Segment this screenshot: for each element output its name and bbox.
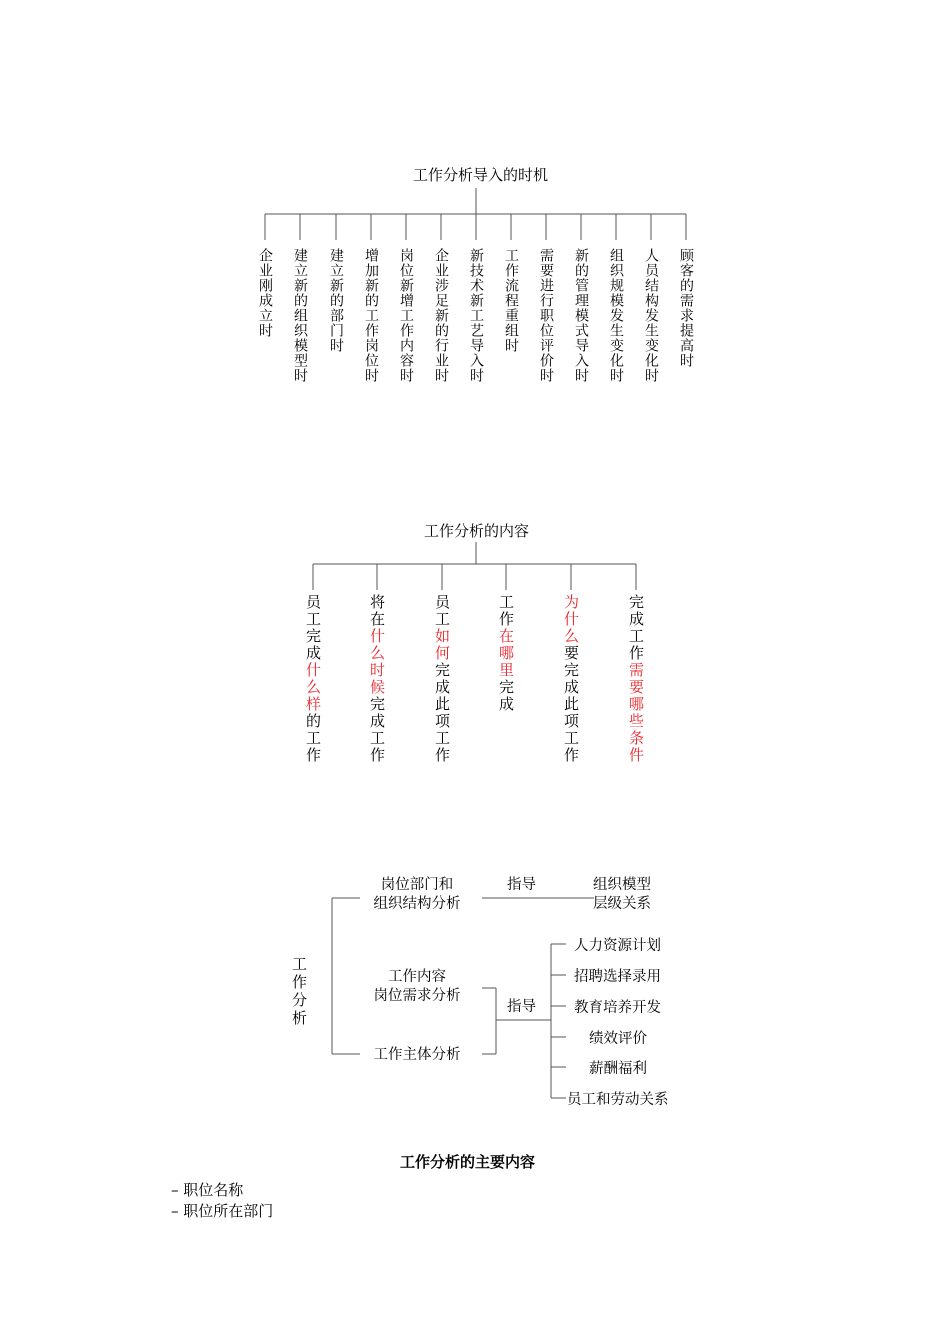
diagram3-branch1: 岗位部门和 组织结构分析 xyxy=(373,877,461,912)
list-item: – 职位所在部门 xyxy=(171,1202,274,1220)
diagram2-item: 将在什么时候完成工作 xyxy=(368,594,386,764)
diagram1-item: 人员结构发生变化时 xyxy=(643,248,659,383)
diagram2-title: 工作分析的内容 xyxy=(424,522,530,540)
diagram1-title: 工作分析导入的时机 xyxy=(413,166,549,184)
diagram1-item: 岗位新增工作内容时 xyxy=(398,248,414,383)
list-item: – 职位名称 xyxy=(171,1181,244,1199)
diagram3-target: 绩效评价 xyxy=(589,1031,647,1047)
diagram2-item: 工作在哪里完成 xyxy=(497,594,515,713)
diagram1-item: 新技术新工艺导入时 xyxy=(468,248,484,383)
diagram1-item: 组织规模发生变化时 xyxy=(608,248,624,383)
diagram1-item: 企业涉足新的行业时 xyxy=(433,248,449,383)
diagram2-item: 为什么要完成此项工作 xyxy=(562,594,580,764)
diagram2-item: 完成工作需要哪些条件 xyxy=(627,594,645,764)
diagram1-item: 顾客的需求提高时 xyxy=(678,248,694,368)
diagram1-item: 工作流程重组时 xyxy=(503,248,519,353)
diagram1-item: 需要进行职位评价时 xyxy=(538,248,554,383)
diagram3-branch2: 工作内容 岗位需求分析 xyxy=(373,969,461,1004)
diagram1-item: 建立新的组织模型时 xyxy=(292,248,308,383)
section-heading: 工作分析的主要内容 xyxy=(400,1153,536,1171)
diagram3-guide-label: 指导 xyxy=(507,877,536,893)
diagram1-item: 建立新的部门时 xyxy=(328,248,344,353)
diagram1-item: 增加新的工作岗位时 xyxy=(363,248,379,383)
diagram1-item: 新的管理模式导入时 xyxy=(573,248,589,383)
diagram3-target: 人力资源计划 xyxy=(574,938,661,954)
diagram2-item: 员工如何完成此项工作 xyxy=(433,594,451,764)
diagram2-item: 员工完成什么样的工作 xyxy=(304,594,322,764)
diagram1-item: 企业刚成立时 xyxy=(257,248,273,338)
diagram3-target: 薪酬福利 xyxy=(589,1061,647,1077)
diagram3-target: 员工和劳动关系 xyxy=(567,1092,669,1108)
diagram3-target: 招聘选择录用 xyxy=(574,969,661,985)
diagram3-branch3: 工作主体分析 xyxy=(373,1047,461,1063)
diagram3-guide-label: 指导 xyxy=(507,999,536,1015)
diagram3-root: 工作分析 xyxy=(290,956,308,1028)
diagram3-target-org: 组织模型 层级关系 xyxy=(593,877,651,912)
diagram3-target: 教育培养开发 xyxy=(574,1000,661,1016)
